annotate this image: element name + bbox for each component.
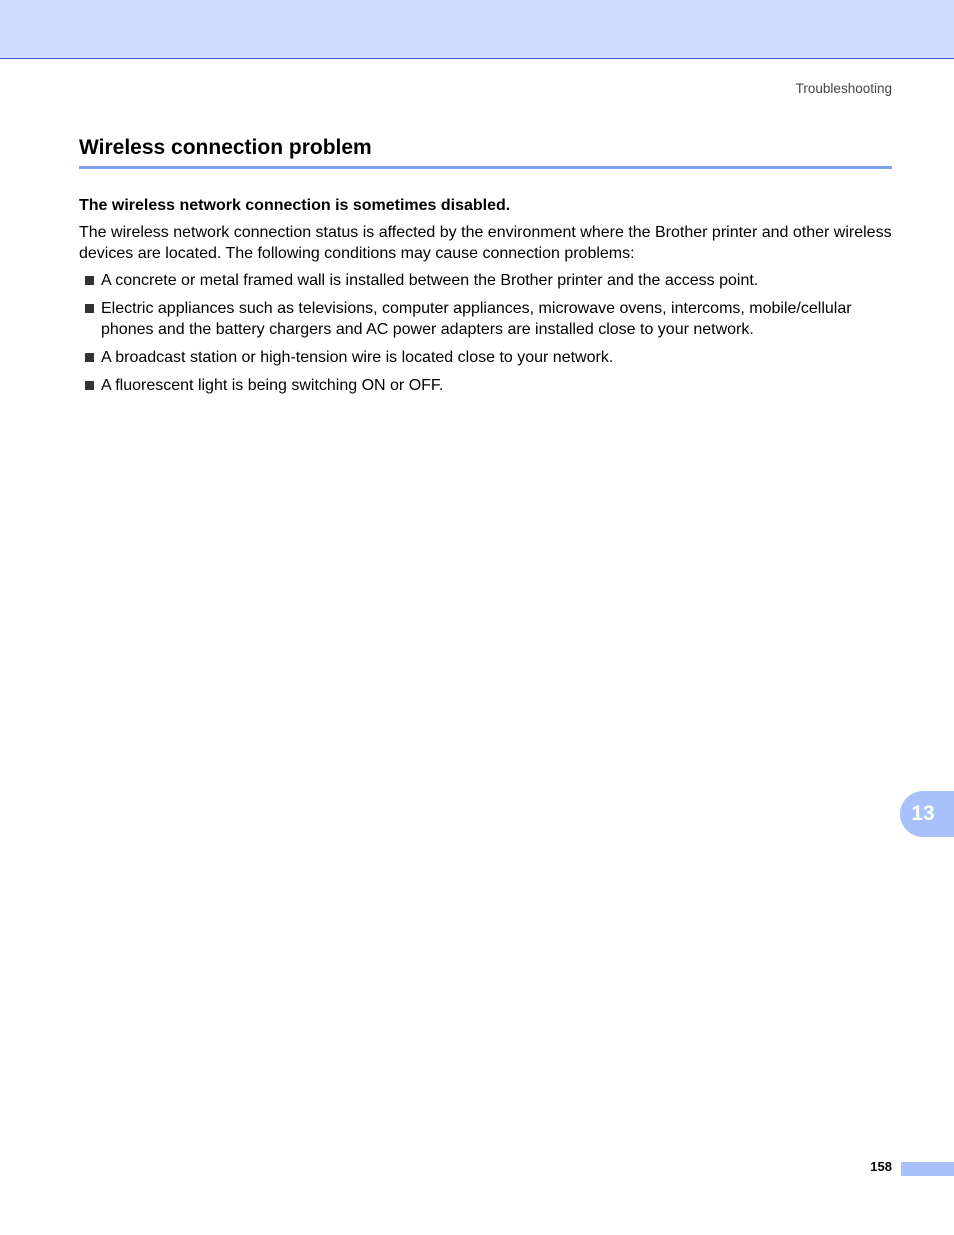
page-number-bar — [901, 1162, 954, 1176]
square-bullet-icon — [85, 304, 94, 313]
list-item-text: Electric appliances such as televisions, computer appliances, microwave ovens, intercoms, mobile/cellular phones and the battery chargers and AC power adapters are installed close to your network. — [101, 300, 852, 338]
section-title: Wireless connection problem — [79, 136, 372, 159]
list-item-text: A broadcast station or high-tension wire is located close to your network. — [101, 348, 614, 366]
page-number: 158 — [870, 1159, 892, 1174]
square-bullet-icon — [85, 353, 94, 362]
problem-subheading: The wireless network connection is sometimes disabled. — [79, 197, 511, 214]
list-item-text: A fluorescent light is being switching ON or OFF. — [101, 376, 444, 394]
list-item — [79, 376, 879, 397]
intro-paragraph: The wireless network connection status is affected by the environment where the Brother printer and other wireless devices are located. The following conditions may cause connection problems: — [79, 224, 892, 262]
title-underline — [79, 166, 892, 169]
conditions-list — [79, 271, 879, 404]
list-item-text: A concrete or metal framed wall is installed between the Brother printer and the access point. — [101, 272, 759, 289]
square-bullet-icon — [85, 276, 94, 285]
list-item — [79, 348, 879, 369]
header-band — [0, 0, 954, 59]
list-item — [79, 271, 879, 292]
running-header: Troubleshooting — [795, 81, 892, 96]
chapter-number: 13 — [911, 802, 935, 825]
chapter-tab — [900, 791, 954, 837]
list-item — [79, 299, 879, 340]
square-bullet-icon — [85, 381, 94, 390]
